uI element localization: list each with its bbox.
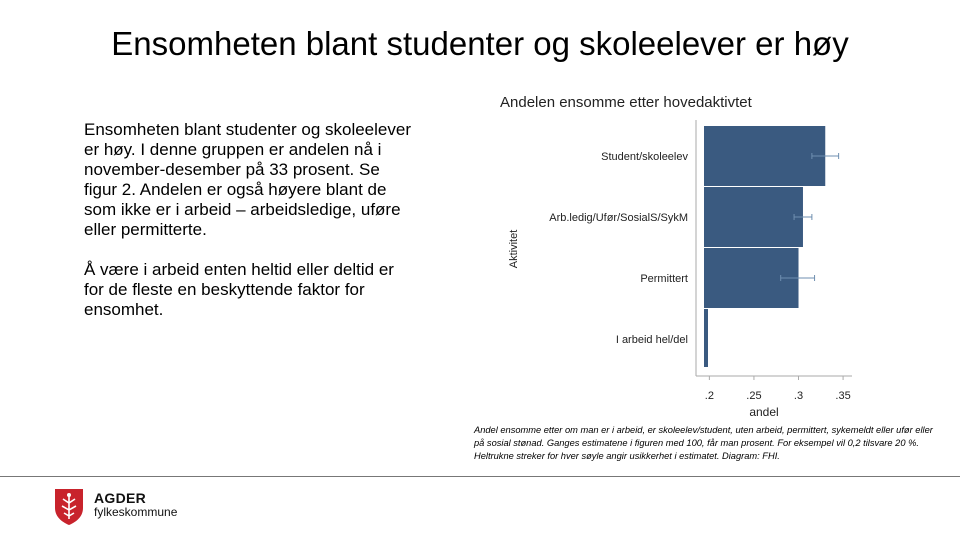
footer-divider xyxy=(0,476,960,477)
bar-chart xyxy=(476,86,856,422)
agder-logo xyxy=(54,486,184,530)
bar xyxy=(704,309,708,367)
y-axis-label: Aktivitet xyxy=(508,229,520,269)
category-label: Arb.ledig/Ufør/SosialS/SykM xyxy=(549,212,688,224)
figure-caption: Andel ensomme etter om man er i arbeid, er skoleelev/student, uten arbeid, permittert, sykemeldt eller ufør eller på sosial stønad. Ganges estimatene i figuren med 100, får man prosent. For eksempel vil 0,2 tilsvare 20 %. Heltrukne streker for hver søyle angir usikkerhet i estimatet. Diagram: FHI. xyxy=(474,425,933,461)
category-label: Student/skoleelev xyxy=(601,151,688,163)
category-label: Permittert xyxy=(640,273,688,285)
paragraph-2: Å være i arbeid enten heltid eller deltid er for de fleste en beskyttende faktor for ensomhet. xyxy=(84,260,394,319)
logo-subtitle: fylkeskommune xyxy=(94,505,178,519)
category-label: I arbeid hel/del xyxy=(615,334,688,346)
logo-title: AGDER xyxy=(94,490,147,506)
x-tick-label: .35 xyxy=(835,390,851,402)
x-tick-label: .2 xyxy=(704,390,714,402)
slide-title: Ensomheten blant studenter og skoleelever er høy xyxy=(111,25,849,62)
bar xyxy=(704,126,825,186)
x-axis-label: andel xyxy=(749,405,779,419)
x-ticks-layer xyxy=(705,376,851,402)
body-text xyxy=(84,120,414,340)
x-tick-label: .25 xyxy=(746,390,762,402)
bars-layer xyxy=(549,126,838,367)
bar xyxy=(704,187,803,247)
paragraph-1: Ensomheten blant studenter og skoleelever er høy. I denne gruppen er andelen nå i november-desember på 33 prosent. Se figur 2. Andelen er også høyere blant de som ikke er i arbeid – arbeidsledige, uføre eller permitterte. xyxy=(84,120,411,239)
coat-of-arms-icon xyxy=(54,488,84,526)
chart-title: Andelen ensomme etter hovedaktivtet xyxy=(500,94,752,111)
x-tick-label: .3 xyxy=(793,390,804,402)
